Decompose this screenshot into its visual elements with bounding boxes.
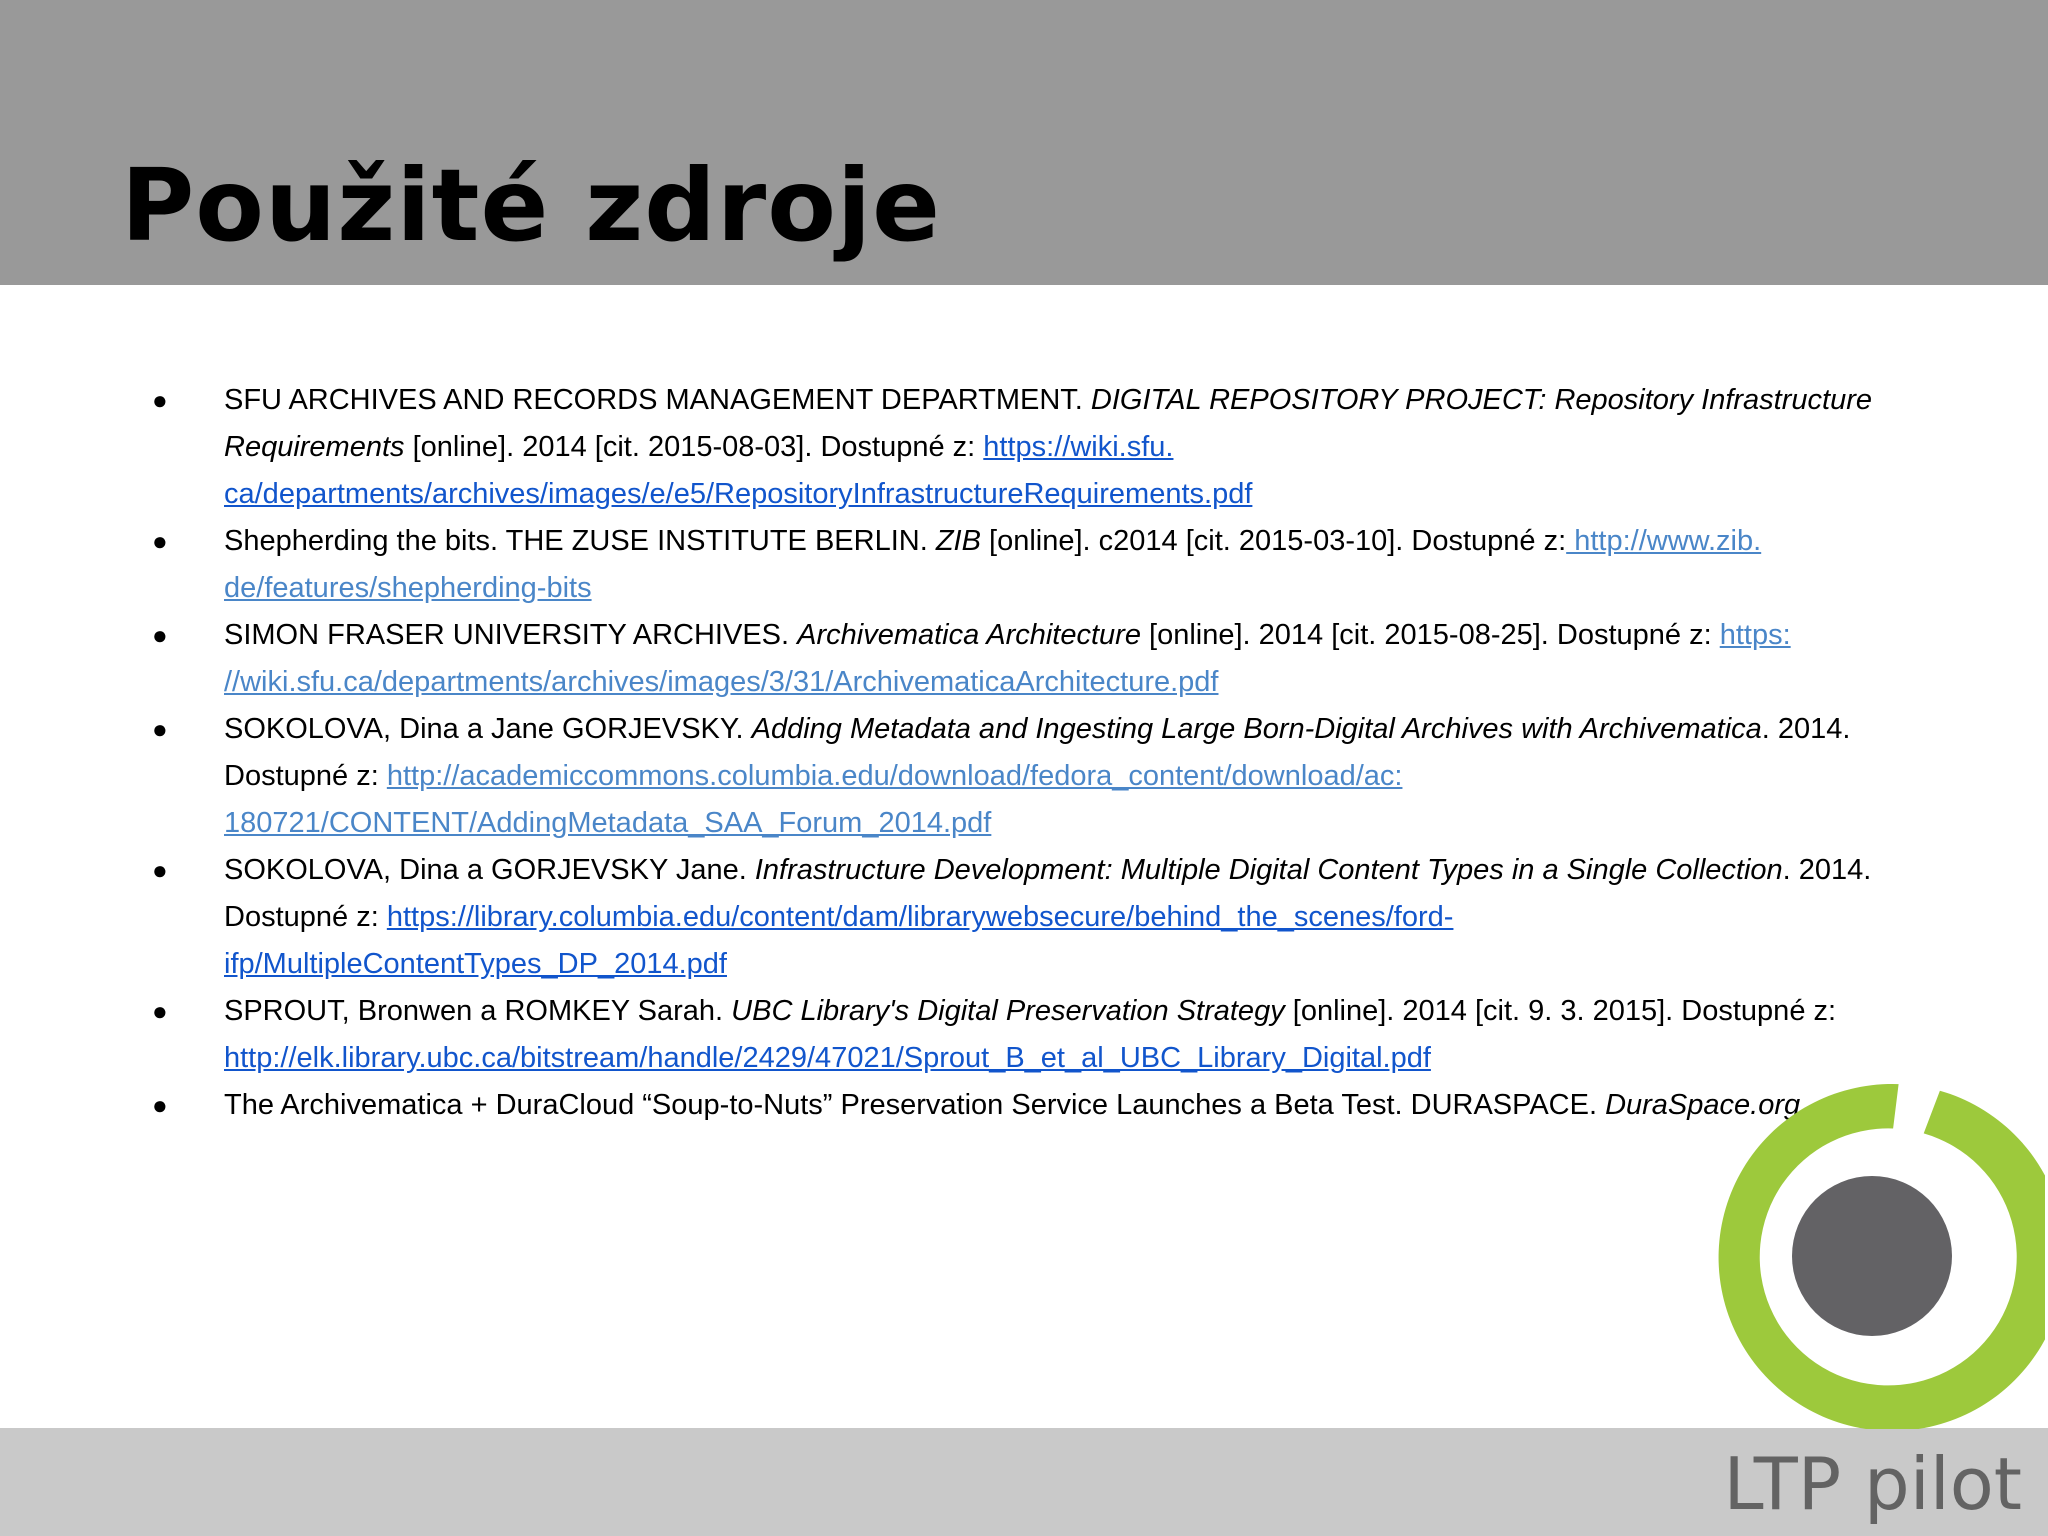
bullet-icon: ● [152, 385, 168, 415]
reference-text: SIMON FRASER UNIVERSITY ARCHIVES. [224, 619, 798, 651]
reference-text: SFU ARCHIVES AND RECORDS MANAGEMENT DEPARTMENT. [224, 384, 1091, 416]
reference-text: The Archivematica + DuraCloud “Soup-to-Nuts” Preservation Service Launches a Beta Test. DURASPACE. [224, 1089, 1606, 1121]
reference-item [0, 612, 1924, 706]
bullet-icon: ● [152, 620, 168, 650]
reference-title: DIGITAL REPOSITORY PROJECT: Repository Infrastructure Requirements [224, 384, 1872, 463]
reference-text: [online]. 2014 [cit. 2015-08-25]. Dostupné z: [1140, 619, 1720, 651]
reference-text: [online]. 2014 [cit. 9. 3. 2015]. Dostupné z: [1284, 995, 1837, 1027]
reference-item [0, 706, 1924, 847]
reference-text: SPROUT, Bronwen a ROMKEY Sarah. [224, 995, 732, 1027]
bullet-icon: ● [152, 526, 168, 556]
bullet-icon: ● [152, 996, 168, 1026]
reference-link[interactable]: ifp/MultipleContentTypes_DP_2014.pdf [224, 948, 727, 980]
reference-text: Shepherding the bits. THE ZUSE INSTITUTE BERLIN. [224, 525, 936, 557]
reference-link[interactable]: //wiki.sfu.ca/departments/archives/images/3/31/ArchivematicaArchitecture.pdf [224, 666, 1219, 698]
reference-link[interactable]: ca/departments/archives/images/e/e5/RepositoryInfrastructureRequirements.pdf [224, 478, 1253, 510]
reference-item [0, 847, 1924, 988]
bullet-icon: ● [152, 714, 168, 744]
reference-title: Adding Metadata and Ingesting Large Born-Digital Archives with Archivematica [751, 713, 1762, 745]
reference-item [0, 377, 1924, 518]
reference-link[interactable]: https: [1719, 619, 1791, 651]
reference-item [0, 518, 1924, 612]
ltp-logo-icon [1698, 1082, 2045, 1429]
reference-title: UBC Library's Digital Preservation Strategy [731, 995, 1285, 1027]
slide-title: Použité zdroje [121, 147, 942, 264]
title-bar [0, 0, 2048, 285]
reference-link[interactable]: 180721/CONTENT/AddingMetadata_SAA_Forum_2014.pdf [224, 807, 992, 839]
reference-title: Archivematica Architecture [797, 619, 1141, 651]
reference-link[interactable]: de/features/shepherding-bits [224, 572, 592, 604]
reference-link[interactable]: https://library.columbia.edu/content/dam/librarywebsecure/behind_the_scenes/ford- [386, 901, 1454, 933]
reference-text: SOKOLOVA, Dina a GORJEVSKY Jane. [224, 854, 755, 886]
logo-text: LTP pilot [1723, 1442, 2022, 1526]
reference-text: . 2014. Dostupné z: [224, 854, 1872, 933]
reference-text: . 2014. Dostupné z: [224, 713, 1851, 792]
reference-text: [online]. c2014 [cit. 2015-03-10]. Dostupné z: [980, 525, 1567, 557]
bullet-icon: ● [152, 1090, 168, 1120]
reference-title: ZIB [935, 525, 981, 557]
reference-link[interactable]: http://academiccommons.columbia.edu/download/fedora_content/download/ac: [386, 760, 1403, 792]
reference-item [0, 1082, 1924, 1129]
bullet-icon: ● [152, 855, 168, 885]
reference-list [0, 377, 2048, 1129]
reference-title: Infrastructure Development: Multiple Digital Content Types in a Single Collection [754, 854, 1783, 886]
reference-text: SOKOLOVA, Dina a Jane GORJEVSKY. [224, 713, 752, 745]
reference-link[interactable]: http://elk.library.ubc.ca/bitstream/handle/2429/47021/Sprout_B_et_al_UBC_Library_Digital.pdf [224, 1042, 1431, 1074]
reference-text: [online]. 2014 [cit. 2015-08-03]. Dostupné z: [404, 431, 984, 463]
reference-link[interactable]: https://wiki.sfu. [983, 431, 1174, 463]
logo-center-dot [1792, 1176, 1952, 1336]
reference-item [0, 988, 1924, 1082]
reference-link[interactable]: http://www.zib. [1566, 525, 1762, 557]
reference-title: DuraSpace.org [1605, 1089, 1801, 1121]
